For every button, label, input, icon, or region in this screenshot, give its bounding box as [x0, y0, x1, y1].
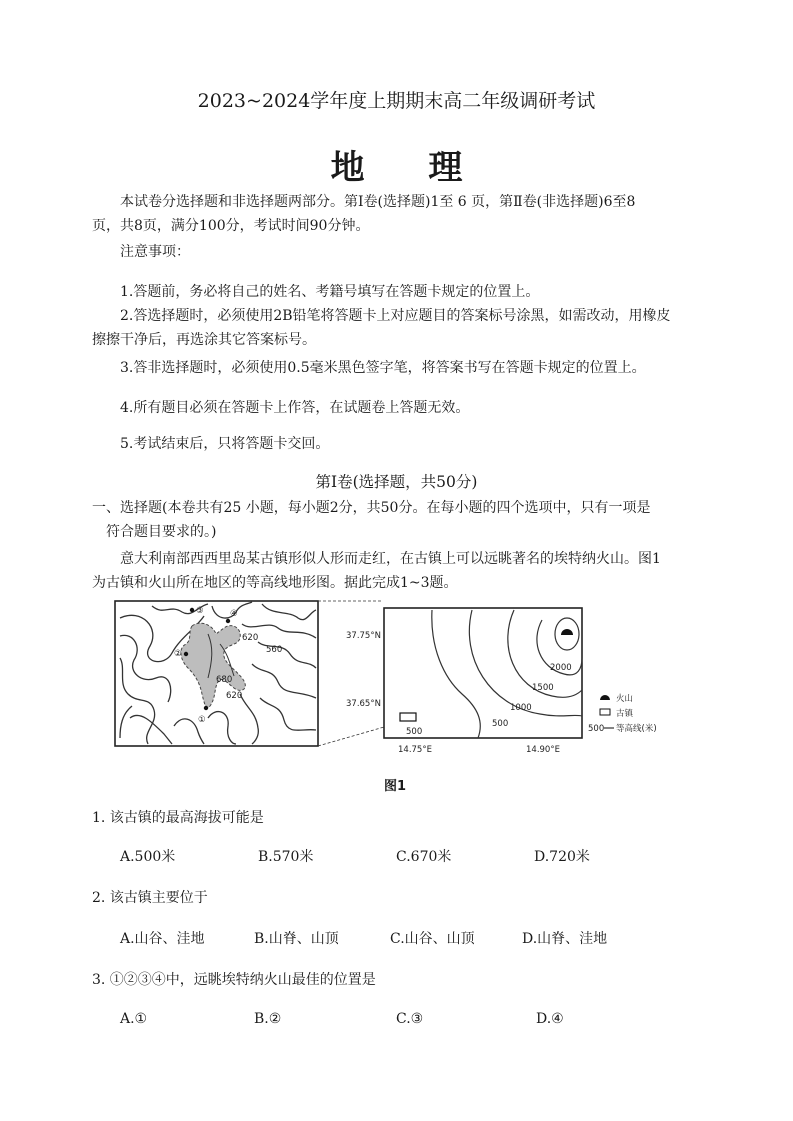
question-3-stem: 3. ①②③④中，远眺埃特纳火山最佳的位置是	[92, 972, 376, 988]
town-icon	[600, 709, 610, 715]
contour-500-mid: 500	[492, 719, 509, 729]
question-1-option-b[interactable]: B.570米	[258, 849, 314, 865]
question-3-option-a[interactable]: A.①	[120, 1011, 148, 1027]
question-1-option-c[interactable]: C.670米	[396, 849, 452, 865]
contour-2000: 2000	[550, 663, 572, 673]
question-2-option-c[interactable]: C.山谷、山顶	[390, 931, 475, 947]
question-3-option-c[interactable]: C.③	[396, 1011, 424, 1027]
passage-line-2: 为古镇和火山所在地区的等高线地形图。据此完成1~3题。	[92, 575, 458, 591]
legend-volcano: 火山	[616, 694, 634, 704]
intro-line-1: 本试卷分选择题和非选择题两部分。第Ⅰ卷(选择题)1至 6 页，第Ⅱ卷(非选择题)6至8	[120, 194, 636, 210]
legend-contour-label: 等高线(米)	[616, 724, 657, 734]
contour-620-top: 620	[242, 633, 259, 643]
figure-caption: 图1	[384, 779, 407, 794]
contour-1000: 1000	[510, 703, 532, 713]
point-2-label: ②	[174, 649, 182, 659]
note-item-1: 1.答题前，务必将自己的姓名、考籍号填写在答题卡规定的位置上。	[120, 284, 540, 300]
part1-instructions: 一、选择题(本卷共有25 小题，每小题2分，共50分。在每小题的四个选项中，只有一项是	[92, 500, 651, 516]
question-2-option-b[interactable]: B.山脊、山顶	[254, 931, 339, 947]
exam-header: 2023~2024学年度上期期末高二年级调研考试	[197, 90, 596, 112]
question-2-stem: 2. 该古镇主要位于	[92, 890, 208, 906]
map-legend	[588, 693, 657, 734]
subject-title: 地 理	[330, 148, 489, 188]
point-3-label: ③	[196, 606, 204, 616]
note-item-5: 5.考试结束后，只将答题卡交回。	[120, 436, 330, 452]
figure-1-svg	[112, 598, 686, 794]
note-item-3: 3.答非选择题时，必须使用0.5毫米黑色签字笔，将答案书写在答题卡规定的位置上。	[120, 360, 646, 376]
passage-line-1: 意大利南部西西里岛某古镇形似人形而走红，在古镇上可以远眺著名的埃特纳火山。图1	[120, 551, 661, 567]
lon-left-label: 14.75°E	[398, 745, 432, 755]
legend-contour-value: 500	[588, 724, 605, 734]
figure-1	[112, 598, 686, 794]
notes-title: 注意事项：	[120, 244, 190, 260]
question-1-option-a[interactable]: A.500米	[120, 849, 176, 865]
volcano-icon	[600, 695, 610, 700]
question-3-option-d[interactable]: D.④	[536, 1011, 564, 1027]
lat-top-label: 37.75°N	[346, 631, 381, 641]
question-1-stem: 1. 该古镇的最高海拔可能是	[92, 810, 264, 826]
point-1-label: ①	[198, 715, 206, 725]
contour-620-bottom: 620	[226, 691, 243, 701]
legend-town: 古镇	[616, 709, 634, 719]
note-item-2-cont: 擦擦干净后，再选涂其它答案标号。	[92, 332, 316, 348]
note-item-4: 4.所有题目必须在答题卡上作答，在试题卷上答题无效。	[120, 400, 470, 416]
intro-line-2: 页，共8页，满分100分，考试时间90分钟。	[92, 218, 370, 234]
question-3-option-b[interactable]: B.②	[254, 1011, 282, 1027]
note-item-2: 2.答选择题时，必须使用2B铅笔将答题卡上对应题目的答案标号涂黑，如需改动，用橡皮	[120, 308, 671, 324]
contour-1500: 1500	[532, 683, 554, 693]
contour-500-low: 500	[406, 727, 423, 737]
regional-map	[346, 608, 582, 755]
lat-bottom-label: 37.65°N	[346, 699, 381, 709]
question-2-option-d[interactable]: D.山脊、洼地	[522, 931, 608, 947]
town-detail-map	[115, 601, 318, 746]
contour-560: 560	[266, 645, 283, 655]
contour-680: 680	[216, 675, 233, 685]
point-4-label: ④	[230, 609, 238, 619]
question-2-option-a[interactable]: A.山谷、洼地	[120, 931, 205, 947]
section-title: 第Ⅰ卷(选择题，共50分)	[315, 473, 478, 491]
part1-instructions-cont: 符合题目要求的。)	[106, 524, 217, 540]
question-1-option-d[interactable]: D.720米	[534, 849, 590, 865]
lon-right-label: 14.90°E	[526, 745, 560, 755]
